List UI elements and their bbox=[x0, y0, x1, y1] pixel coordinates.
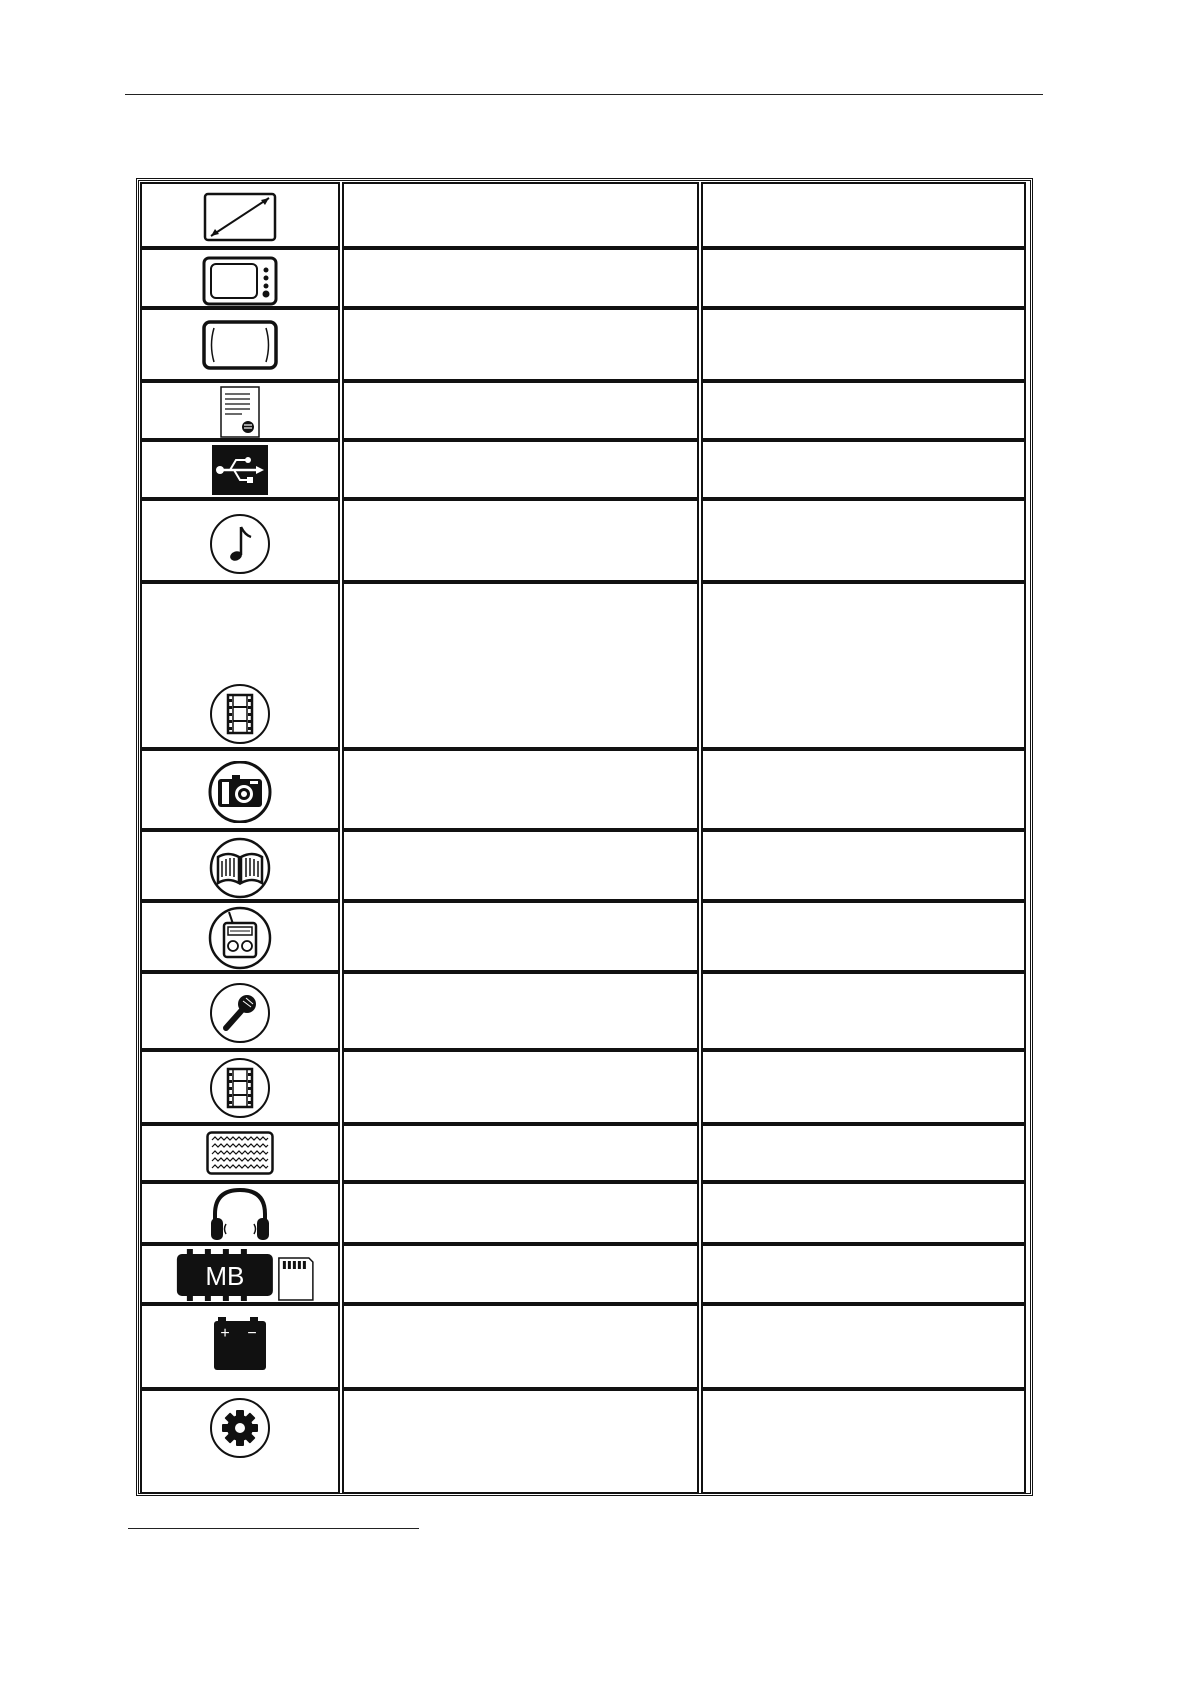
detail-cell bbox=[701, 749, 1026, 830]
detail-cell bbox=[701, 830, 1026, 901]
table-row bbox=[139, 829, 1030, 900]
table-row bbox=[139, 498, 1030, 581]
icon-cell bbox=[140, 308, 340, 381]
music-note-icon bbox=[209, 513, 271, 575]
description-cell bbox=[342, 381, 699, 440]
description-cell bbox=[342, 749, 699, 830]
table-row bbox=[139, 971, 1030, 1049]
description-cell bbox=[342, 308, 699, 381]
table-row bbox=[139, 247, 1030, 307]
table-row bbox=[139, 1303, 1030, 1388]
header-rule bbox=[125, 94, 1043, 95]
icon-table bbox=[136, 178, 1033, 1496]
detail-cell bbox=[701, 381, 1026, 440]
description-cell bbox=[342, 901, 699, 972]
description-cell bbox=[342, 499, 699, 582]
description-cell bbox=[342, 440, 699, 499]
detail-cell bbox=[701, 582, 1026, 749]
detail-cell bbox=[701, 440, 1026, 499]
camera-icon bbox=[207, 761, 273, 823]
table-row bbox=[139, 1049, 1030, 1123]
table-row bbox=[139, 900, 1030, 971]
icon-cell bbox=[140, 1124, 340, 1182]
table-row bbox=[139, 439, 1030, 498]
description-cell bbox=[342, 182, 699, 248]
film-icon bbox=[209, 683, 271, 745]
screen-size-icon bbox=[203, 192, 277, 242]
book-icon bbox=[208, 837, 272, 899]
detail-cell bbox=[701, 1389, 1026, 1494]
description-cell bbox=[342, 582, 699, 749]
icon-cell bbox=[140, 901, 340, 972]
table-row bbox=[139, 380, 1030, 439]
icon-cell bbox=[140, 499, 340, 582]
table-row bbox=[139, 181, 1030, 247]
detail-cell bbox=[701, 182, 1026, 248]
detail-cell bbox=[701, 1124, 1026, 1182]
radio-icon bbox=[207, 906, 273, 970]
table-row bbox=[139, 1181, 1030, 1243]
icon-cell bbox=[140, 1050, 340, 1124]
detail-cell bbox=[701, 1182, 1026, 1244]
table-row bbox=[139, 1243, 1030, 1303]
tv-icon bbox=[202, 256, 278, 306]
icon-cell bbox=[140, 440, 340, 499]
noise-icon bbox=[206, 1131, 274, 1175]
detail-cell bbox=[701, 1050, 1026, 1124]
table-row bbox=[139, 1123, 1030, 1181]
description-cell bbox=[342, 1389, 699, 1494]
detail-cell bbox=[701, 308, 1026, 381]
description-cell bbox=[342, 248, 699, 308]
icon-cell bbox=[140, 1244, 340, 1304]
detail-cell bbox=[701, 1244, 1026, 1304]
screen-frame-icon bbox=[202, 320, 278, 370]
icon-cell bbox=[140, 1304, 340, 1389]
description-cell bbox=[342, 972, 699, 1050]
icon-cell bbox=[140, 582, 340, 749]
battery-plus: + bbox=[220, 1325, 230, 1342]
table-row bbox=[139, 748, 1030, 829]
settings-gear-icon bbox=[209, 1397, 271, 1459]
memory-label: MB bbox=[205, 1261, 245, 1291]
detail-cell bbox=[701, 499, 1026, 582]
headphones-icon bbox=[209, 1184, 271, 1242]
icon-cell bbox=[140, 1182, 340, 1244]
icon-cell bbox=[140, 381, 340, 440]
film-icon bbox=[209, 1057, 271, 1119]
table-row bbox=[139, 581, 1030, 748]
detail-cell bbox=[701, 972, 1026, 1050]
usb-icon bbox=[212, 445, 268, 495]
document-icon bbox=[220, 386, 260, 438]
table-row bbox=[139, 1388, 1030, 1493]
microphone-icon bbox=[209, 982, 271, 1044]
battery-icon bbox=[212, 1316, 268, 1372]
icon-cell bbox=[140, 830, 340, 901]
icon-cell bbox=[140, 749, 340, 830]
icon-cell bbox=[140, 182, 340, 248]
memory-card-icon bbox=[175, 1248, 323, 1302]
description-cell bbox=[342, 1244, 699, 1304]
description-cell bbox=[342, 1182, 699, 1244]
description-cell bbox=[342, 1304, 699, 1389]
table-row bbox=[139, 307, 1030, 380]
icon-cell bbox=[140, 1389, 340, 1494]
footnote-rule bbox=[128, 1528, 419, 1529]
detail-cell bbox=[701, 1304, 1026, 1389]
detail-cell bbox=[701, 248, 1026, 308]
icon-cell bbox=[140, 248, 340, 308]
description-cell bbox=[342, 830, 699, 901]
description-cell bbox=[342, 1050, 699, 1124]
description-cell bbox=[342, 1124, 699, 1182]
detail-cell bbox=[701, 901, 1026, 972]
battery-minus: − bbox=[247, 1325, 257, 1342]
icon-cell bbox=[140, 972, 340, 1050]
